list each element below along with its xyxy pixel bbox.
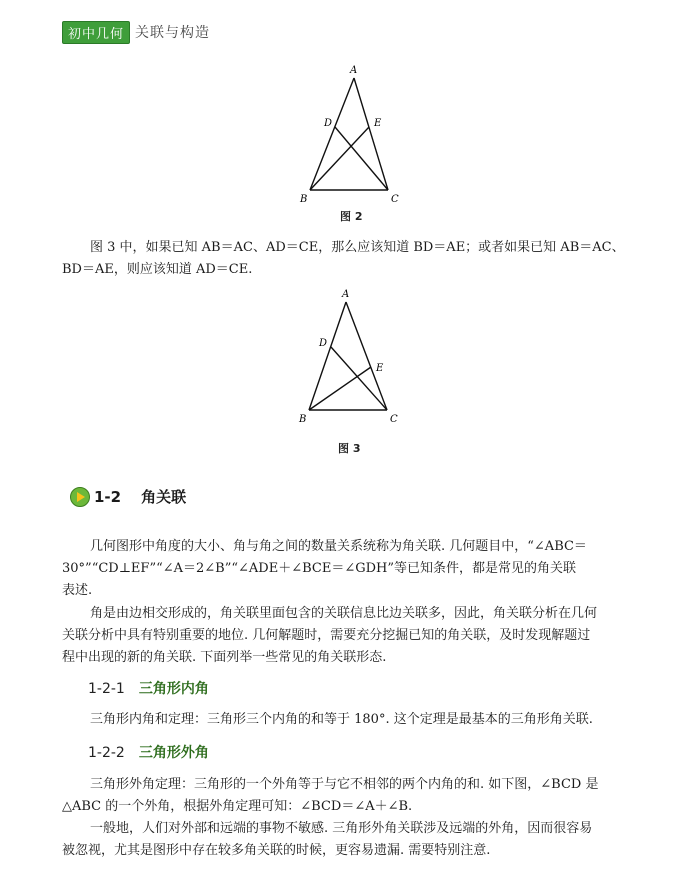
figure-2 — [290, 60, 410, 210]
segment-dc — [335, 127, 388, 190]
text-line: 三角形内角和定理：三角形三个内角的和等于 180°. 这个定理是最基本的三角形角关联. — [90, 712, 593, 727]
side-ab — [310, 78, 354, 190]
label-b: B — [300, 194, 308, 205]
label-d: D — [319, 338, 328, 349]
text-line: 三角形外角定理：三角形的一个外角等于与它不相邻的两个内角的和. 如下图，∠BCD 是 — [90, 777, 599, 792]
text-line: 几何图形中角度的大小、角与角之间的数量关系统称为角关联. 几何题目中，“∠ABC＝ — [90, 539, 587, 554]
label-b: B — [299, 414, 307, 425]
label-c: C — [391, 194, 399, 205]
page-header — [62, 22, 210, 42]
text-line: 关联分析中具有特别重要的地位. 几何解题时，需要充分挖掘已知的角关联，及时发现解题过 — [62, 628, 591, 643]
side-ac — [354, 78, 388, 190]
paragraph-figure3-intro — [62, 237, 662, 281]
subsection-title: 三角形内角 — [138, 681, 209, 697]
side-ab — [309, 302, 346, 410]
figure-2-caption: 图 2 — [340, 210, 363, 223]
label-a: A — [342, 289, 350, 300]
label-d: D — [324, 118, 333, 129]
label-e: E — [374, 118, 382, 129]
text-line: 角是由边相交形成的，角关联里面包含的关联信息比边关联多，因此，角关联分析在几何 — [90, 606, 598, 621]
text-line: 程中出现的新的角关联. 下面列举一些常见的角关联形态. — [62, 650, 387, 665]
figure-2-diagram — [290, 60, 410, 210]
paragraph-angle-definition — [62, 536, 662, 602]
side-ac — [346, 302, 387, 410]
text-line: 表述. — [62, 583, 93, 598]
subsection-heading-2 — [88, 742, 209, 762]
series-badge: 初中几何 — [62, 21, 130, 44]
text-line: 被忽视，尤其是图形中存在较多角关联的时候，更容易遗漏. 需要特别注意. — [62, 843, 491, 858]
subsection-number: 1-2-1 — [88, 681, 125, 697]
label-a: A — [350, 65, 358, 76]
figure-3-diagram — [290, 285, 410, 430]
play-icon — [70, 487, 90, 507]
segment-be — [309, 367, 371, 410]
label-e: E — [376, 363, 384, 374]
text-line: BD＝AE，则应该知道 AD＝CE. — [62, 262, 253, 277]
segment-dc — [331, 347, 387, 410]
paragraph-exterior-note — [62, 818, 662, 862]
section-number: 1-2 — [94, 487, 122, 506]
figure-3-caption: 图 3 — [338, 442, 361, 455]
segment-be — [310, 127, 369, 190]
series-title: 关联与构造 — [135, 25, 211, 41]
text-line: 一般地，人们对外部和远端的事物不敏感. 三角形外角关联涉及远端的外角，因而很容易 — [90, 821, 593, 836]
figure-3 — [290, 285, 410, 430]
paragraph-interior-angle — [62, 709, 662, 731]
paragraph-exterior-angle — [62, 774, 662, 818]
label-c: C — [390, 414, 398, 425]
paragraph-angle-importance — [62, 603, 662, 669]
text-line: 图 3 中，如果已知 AB＝AC、AD＝CE，那么应该知道 BD＝AE；或者如果已知 AB＝AC、 — [90, 240, 625, 255]
text-line: 30°”“CD⊥EF”“∠A＝2∠B”“∠ADE＋∠BCE＝∠GDH”等已知条件，都是常见的角关联 — [62, 561, 577, 576]
subsection-heading-1 — [88, 678, 209, 698]
section-title: 角关联 — [141, 488, 187, 506]
subsection-number: 1-2-2 — [88, 745, 125, 761]
text-line: △ABC 的一个外角，根据外角定理可知：∠BCD＝∠A＋∠B. — [62, 799, 413, 814]
section-heading — [70, 486, 186, 507]
subsection-title: 三角形外角 — [138, 745, 209, 761]
